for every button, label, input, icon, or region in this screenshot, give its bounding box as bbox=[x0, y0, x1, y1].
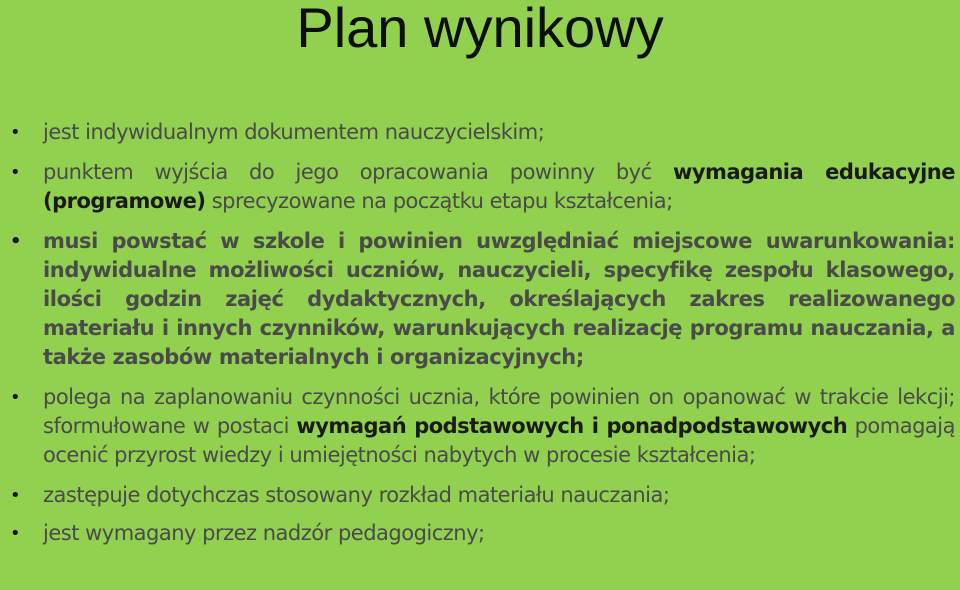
bullet-icon: • bbox=[10, 231, 22, 252]
bullet-text: sprecyzowane na początku etapu kształcenia; bbox=[205, 189, 673, 213]
bullet-text: zastępuje dotychczas stosowany rozkład materiału nauczania; bbox=[43, 483, 670, 507]
bullet-icon: • bbox=[10, 162, 21, 183]
bullet-text: jest wymagany przez nadzór pedagogiczny; bbox=[43, 521, 485, 545]
bullet-icon: • bbox=[10, 485, 21, 506]
bullet-text: musi powstać w szkole i powinien uwzględniać miejscowe uwarunkowania: indywidualne możliwości uczniów, nauczycieli, specyfikę zespołu klasowego, ilości godzin zajęć dydaktycznych, określających zakres realizowanego materiału i innych czynników, warunkujących realizację programu nauczania, a także zasobów materialnych i organizacyjnych; bbox=[43, 229, 955, 369]
bullet-text: punktem wyjścia do jego opracowania powinny być bbox=[43, 160, 673, 184]
bullet-item bbox=[10, 158, 955, 216]
bullet-icon: • bbox=[10, 122, 21, 143]
bullet-item bbox=[10, 383, 955, 470]
bullet-item bbox=[10, 118, 955, 147]
bullet-item bbox=[10, 481, 955, 510]
bullet-icon: • bbox=[10, 387, 21, 408]
bullet-bold-text: wymagań podstawowych i ponadpodstawowych bbox=[296, 414, 848, 438]
bullet-bold-text: wymagania edukacyjne (programowe) bbox=[43, 160, 955, 213]
bullet-text: polega na zaplanowaniu czynności ucznia, które powinien on opanować w trakcie lekcji; sformułowane w postaci bbox=[43, 385, 955, 438]
bullet-item bbox=[10, 227, 955, 372]
bullet-icon: • bbox=[10, 523, 21, 544]
bullet-item bbox=[10, 519, 955, 548]
bullet-text: pomagają ocenić przyrost wiedzy i umiejętności nabytych w procesie kształcenia; bbox=[43, 414, 955, 467]
slide-title: Plan wynikowy bbox=[296, 0, 664, 59]
bullet-text: jest indywidualnym dokumentem nauczycielskim; bbox=[43, 120, 545, 144]
bullet-list bbox=[0, 118, 960, 557]
